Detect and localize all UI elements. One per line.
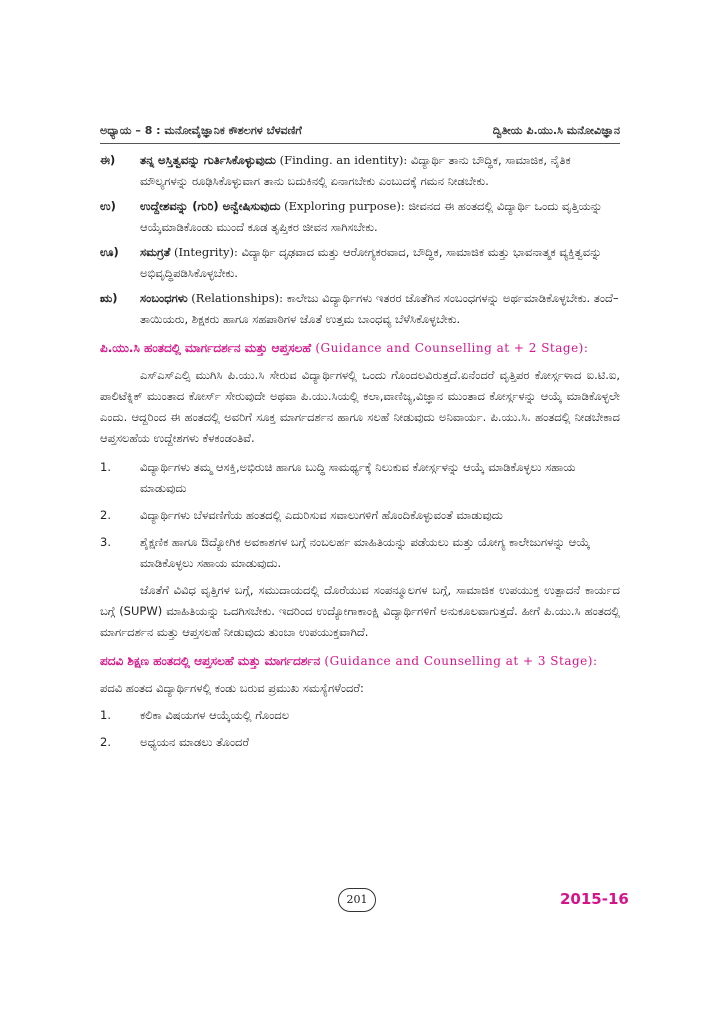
item-text: ಅಧ್ಯಯನ ಮಾಡಲು ತೊಂದರೆ: [140, 735, 250, 749]
section-heading-puc: [100, 338, 620, 359]
item-text: ಕಲಿಕಾ ವಿಷಯಗಳ ಆಯ್ಕೆಯಲ್ಲಿ ಗೊಂದಲ: [140, 708, 290, 722]
item-term: ಉದ್ದೇಶವನ್ನು (ಗುರಿ) ಅನ್ವೇಷಿಸುವುದು: [140, 199, 281, 213]
header-chapter: ಅಧ್ಯಾಯ – 8 : ಮನೋವೈಜ್ಞಾನಿಕ ಕೌಶಲಗಳ ಬೆಳವಣಿಗೆ: [100, 124, 302, 137]
item-text: ಕಾಲೇಜು ವಿದ್ಯಾರ್ಥಿಗಳು ಇತರರ ಜೊತೆಗಿನ ಸಂಬಂಧಗಳನ್ನು ಅರ್ಥಮಾಡಿಕೊಳ್ಳಬೇಕು. ತಂದೆ–ತಾಯಿಯರು, ಶಿಕ್ಷಕರು ಹಾಗೂ ಸಹಪಾಠಿಗಳ ಜೊತೆ ಉತ್ತಮ ಬಾಂಧವ್ಯ ಬೆಳೆಸಿಕೊಳ್ಳಬೇಕು.: [140, 291, 619, 326]
paragraph: ಪದವಿ ಹಂತದ ವಿದ್ಯಾರ್ಥಿಗಳಲ್ಲಿ ಕಂಡು ಬರುವ ಪ್ರಮುಖ ಸಮಸ್ಯೆಗಳೆಂದರೆ:: [100, 681, 364, 695]
page-content: [100, 150, 620, 759]
section-heading-english: (Guidance and Counselling at + 2 Stage):: [315, 341, 589, 355]
item-term: ತನ್ನ ಅಸ್ತಿತ್ವವನ್ನು ಗುರ್ತಿಸಿಕೊಳ್ಳುವುದು: [140, 153, 276, 167]
list-item: [100, 150, 620, 192]
paragraph: ಜೊತೆಗೆ ವಿವಿಧ ವೃತ್ತಿಗಳ ಬಗ್ಗೆ, ಸಮುದಾಯದಲ್ಲಿ ದೊರೆಯುವ ಸಂಪನ್ಮೂಲಗಳ ಬಗ್ಗೆ, ಸಾಮಾಜಿಕ ಉಪಯುಕ್ತ ಉತ್ಪಾದನೆ ಕಾರ್ಯದ ಬಗ್ಗೆ (SUPW) ಮಾಹಿತಿಯನ್ನು ಒದಗಿಸಬೇಕು. ಇದರಿಂದ ಉದ್ಯೋಗಾಕಾಂಕ್ಷಿ ವಿದ್ಯಾರ್ಥಿಗಳಿಗೆ ಅನುಕೂಲವಾಗುತ್ತದೆ. ಹೀಗೆ ಪಿ.ಯು.ಸಿ ಹಂತದಲ್ಲಿ ಮಾರ್ಗದರ್ಶನ ಮತ್ತು ಆಪ್ತಸಲಹೆ ನೀಡುವುದು ತುಂಬಾ ಉಪಯುಕ್ತವಾಗಿದೆ.: [100, 583, 620, 639]
item-text: ಜೀವನದ ಈ ಹಂತದಲ್ಲಿ ವಿದ್ಯಾರ್ಥಿ ಒಂದು ವೃತ್ತಿಯನ್ನು ಆಯ್ಕೆಮಾಡಿಕೊಂಡು ಮುಂದೆ ಕೂಡ ತೃಪ್ತಿಕರ ಜೀವನ ಸಾಗಿಸಬೇಕು.: [140, 199, 603, 234]
numbered-item: [100, 705, 620, 726]
item-term-english: (Relationships):: [187, 291, 287, 305]
section-heading-english: (Guidance and Counselling at + 3 Stage):: [324, 654, 598, 668]
header-book: ದ್ವಿತೀಯ ಪಿ.ಯು.ಸಿ ಮನೋವಿಜ್ಞಾನ: [492, 124, 620, 137]
item-term-english: (Finding. an identity):: [275, 153, 411, 167]
paragraph: ಎಸ್ಎಸ್ಎಲ್ಸಿ ಮುಗಿಸಿ ಪಿ.ಯು.ಸಿ ಸೇರುವ ವಿದ್ಯಾರ್ಥಿಗಳಲ್ಲಿ ಒಂದು ಗೊಂದಲವಿರುತ್ತದೆ.ಏನೆಂದರೆ ವೃತ್ತಿಪರ ಕೋರ್ಸ್ಗಳಾದ ಐ.ಟಿ.ಐ, ಪಾಲಿಟೆಕ್ನಿಕ್ ಮುಂತಾದ ಕೋರ್ಸ್ ಸೇರುವುದೇ ಅಥವಾ ಪಿ.ಯು.ಸಿಯಲ್ಲಿ ಕಲಾ,ವಾಣಿಜ್ಯ,ವಿಜ್ಞಾನ ಮುಂತಾದ ಕೋರ್ಸ್ಗಳನ್ನು ಆಯ್ಕೆ ಮಾಡಿಕೊಳ್ಳಲೇ ಎಂದು. ಆದ್ದರಿಂದ ಈ ಹಂತದಲ್ಲಿ ಅವರಿಗೆ ಸೂಕ್ತ ಮಾರ್ಗದರ್ಶನ ಹಾಗೂ ಸಲಹೆ ನೀಡುವುದು ಅನಿವಾರ್ಯ. ಪಿ.ಯು.ಸಿ. ಹಂತದಲ್ಲಿ ನೀಡಬೇಕಾದ ಆಪ್ತಸಲಹೆಯ ಉದ್ದೇಶಗಳು ಕೆಳಕಂಡಂತಿವೆ.: [100, 368, 620, 445]
item-text: ವಿದ್ಯಾರ್ಥಿಗಳು ಬೆಳವಣಿಗೆಯ ಹಂತದಲ್ಲಿ ಎದುರಿಸುವ ಸವಾಲುಗಳಿಗೆ ಹೊಂದಿಕೊಳ್ಳುವಂತೆ ಮಾಡುವುದು: [140, 508, 503, 522]
item-term-english: (Integrity):: [170, 245, 242, 259]
edition-year: 2015-16: [560, 890, 629, 908]
item-number: 1.: [100, 460, 111, 474]
item-marker: ಊ): [100, 245, 119, 259]
numbered-item: [100, 457, 620, 499]
section-heading-degree: [100, 651, 620, 672]
list-item: [100, 242, 620, 284]
header-rule: [100, 143, 620, 144]
item-text: ವಿದ್ಯಾರ್ಥಿ ತಾನು ಬೌದ್ಧಿಕ, ಸಾಮಾಜಿಕ, ನೈತಿಕ ಮೌಲ್ಯಗಳನ್ನು ರೂಢಿಸಿಕೊಳ್ಳುವಾಗ ತಾನು ಬದುಕಿನಲ್ಲಿ ಏನಾಗಬೇಕು ಎಂಬುದಕ್ಕೆ ಗಮನ ನೀಡಬೇಕು.: [140, 153, 571, 188]
item-number: 2.: [100, 508, 111, 522]
list-item: [100, 196, 620, 238]
item-term-english: (Exploring purpose):: [280, 199, 409, 213]
item-number: 3.: [100, 535, 111, 549]
item-number: 2.: [100, 735, 111, 749]
numbered-item: [100, 732, 620, 753]
item-marker: ಉ): [100, 199, 116, 213]
section-heading-kannada: ಪಿ.ಯು.ಸಿ ಹಂತದಲ್ಲಿ ಮಾರ್ಗದರ್ಶನ ಮತ್ತು ಆಪ್ತಸಲಹೆ: [100, 341, 316, 355]
item-term: ಸಮಗ್ರತೆ: [140, 245, 171, 259]
list-item: [100, 288, 620, 330]
item-text: ಶೈಕ್ಷಣಿಕ ಹಾಗೂ ಔದ್ಯೋಗಿಕ ಅವಕಾಶಗಳ ಬಗ್ಗೆ ನಂಬಲರ್ಹ ಮಾಹಿತಿಯನ್ನು ಪಡೆಯಲು ಮತ್ತು ಯೋಗ್ಯ ಕಾಲೇಜುಗಳನ್ನು ಆಯ್ಕೆ ಮಾಡಿಕೊಳ್ಳಲು ಸಹಾಯ ಮಾಡುವುದು.: [140, 535, 591, 570]
numbered-item: [100, 505, 620, 526]
page-number: 201: [338, 888, 376, 912]
item-text: ವಿದ್ಯಾರ್ಥಿ ದೃಢವಾದ ಮತ್ತು ಆರೋಗ್ಯಕರವಾದ, ಬೌದ್ಧಿಕ, ಸಾಮಾಜಿಕ ಮತ್ತು ಭಾವನಾತ್ಮಕ ವ್ಯಕ್ತಿತ್ವವನ್ನು ಅಭಿವೃದ್ಧಿಪಡಿಸಿಕೊಳ್ಳಬೇಕು.: [140, 245, 602, 280]
item-marker: ಈ): [100, 153, 116, 167]
item-term: ಸಂಬಂಧಗಳು: [140, 291, 188, 305]
section-heading-kannada: ಪದವಿ ಶಿಕ್ಷಣ ಹಂತದಲ್ಲಿ ಆಪ್ತಸಲಹೆ ಮತ್ತು ಮಾರ್ಗದರ್ಶನ: [100, 654, 325, 668]
item-marker: ಋ): [100, 291, 118, 305]
running-header: [100, 118, 620, 140]
item-number: 1.: [100, 708, 111, 722]
item-text: ವಿದ್ಯಾರ್ಥಿಗಳು ತಮ್ಮ ಆಸಕ್ತಿ,ಅಭಿರುಚಿ ಹಾಗೂ ಬುದ್ಧಿ ಸಾಮರ್ಥ್ಯಕ್ಕೆ ನಿಲುಕುವ ಕೋರ್ಸ್ಗಳನ್ನು ಆಯ್ಕೆ ಮಾಡಿಕೊಳ್ಳಲು ಸಹಾಯ ಮಾಡುವುದು: [140, 460, 576, 495]
numbered-item: [100, 532, 620, 574]
